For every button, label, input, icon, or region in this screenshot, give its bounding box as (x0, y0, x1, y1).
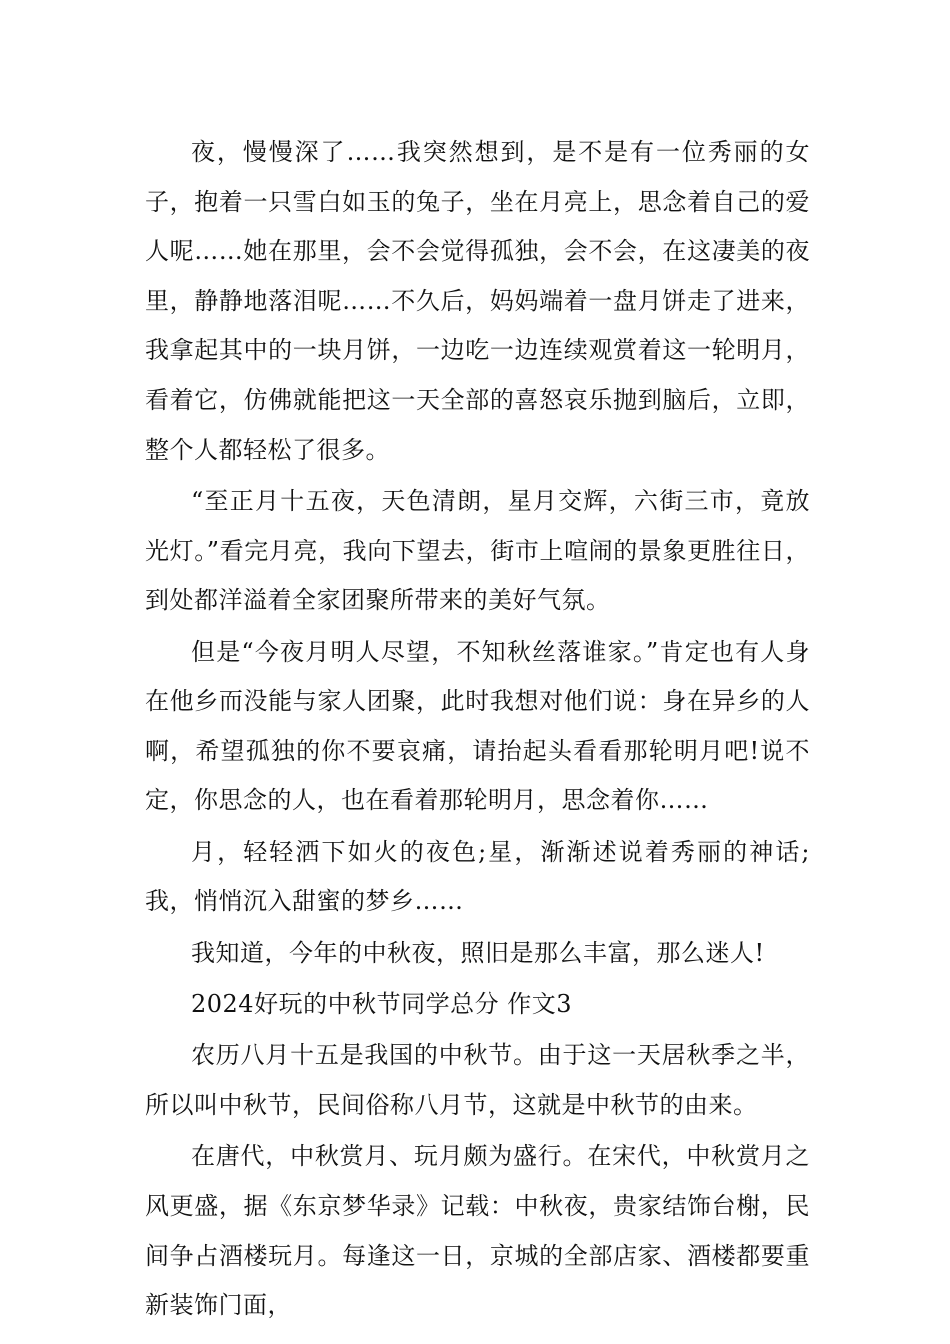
paragraph-closing: 我知道，今年的中秋夜，照旧是那么丰富，那么迷人! (191, 938, 765, 967)
paragraph-tang-song-history: 在唐代，中秋赏月、玩月颇为盛行。在宋代，中秋赏月之风更盛，据《东京梦华录》记载：中秋夜，贵家结饰台榭，民间争占酒楼玩月。每逢这一日，京城的全部店家、酒楼都要重新装饰门面， (145, 1142, 810, 1320)
paragraph-night-thoughts: 夜，慢慢深了……我突然想到，是不是有一位秀丽的女子，抱着一只雪白如玉的兔子，坐在月亮上，思念着自己的爱人呢……她在那里，会不会觉得孤独，会不会，在这凄美的夜里，静静地落泪呢……不久后，妈妈端着一盘月饼走了进来，我拿起其中的一块月饼，一边吃一边连续观赏着这一轮明月，看着它，仿佛就能把这一天全部的喜怒哀乐抛到脑后，立即，整个人都轻松了很多。 (145, 138, 810, 464)
paragraph-lantern-quote: “至正月十五夜，天色清朗，星月交辉，六街三市，竟放光灯。”看完月亮，我向下望去，街市上喧闹的景象更胜往日，到处都洋溢着全家团聚所带来的美好气氛。 (145, 486, 810, 615)
paragraph-moon-star-me: 月，轻轻洒下如火的夜色;星，渐渐述说着秀丽的神话;我，悄悄沉入甜蜜的梦乡…… (145, 837, 810, 916)
paragraph-festival-origin: 农历八月十五是我国的中秋节。由于这一天居秋季之半，所以叫中秋节，民间俗称八月节，这就是中秋节的由来。 (145, 1041, 810, 1120)
essay-heading: 2024好玩的中秋节同学总分 作文3 (191, 990, 572, 1019)
document-body (145, 128, 810, 1333)
paragraph-homesick-message: 但是“今夜月明人尽望，不知秋丝落谁家。”肯定也有人身在他乡而没能与家人团聚，此时我想对他们说：身在异乡的人啊，希望孤独的你不要哀痛，请抬起头看看那轮明月吧!说不定，你思念的人，也在看着那轮明月，思念着你…… (145, 637, 810, 815)
